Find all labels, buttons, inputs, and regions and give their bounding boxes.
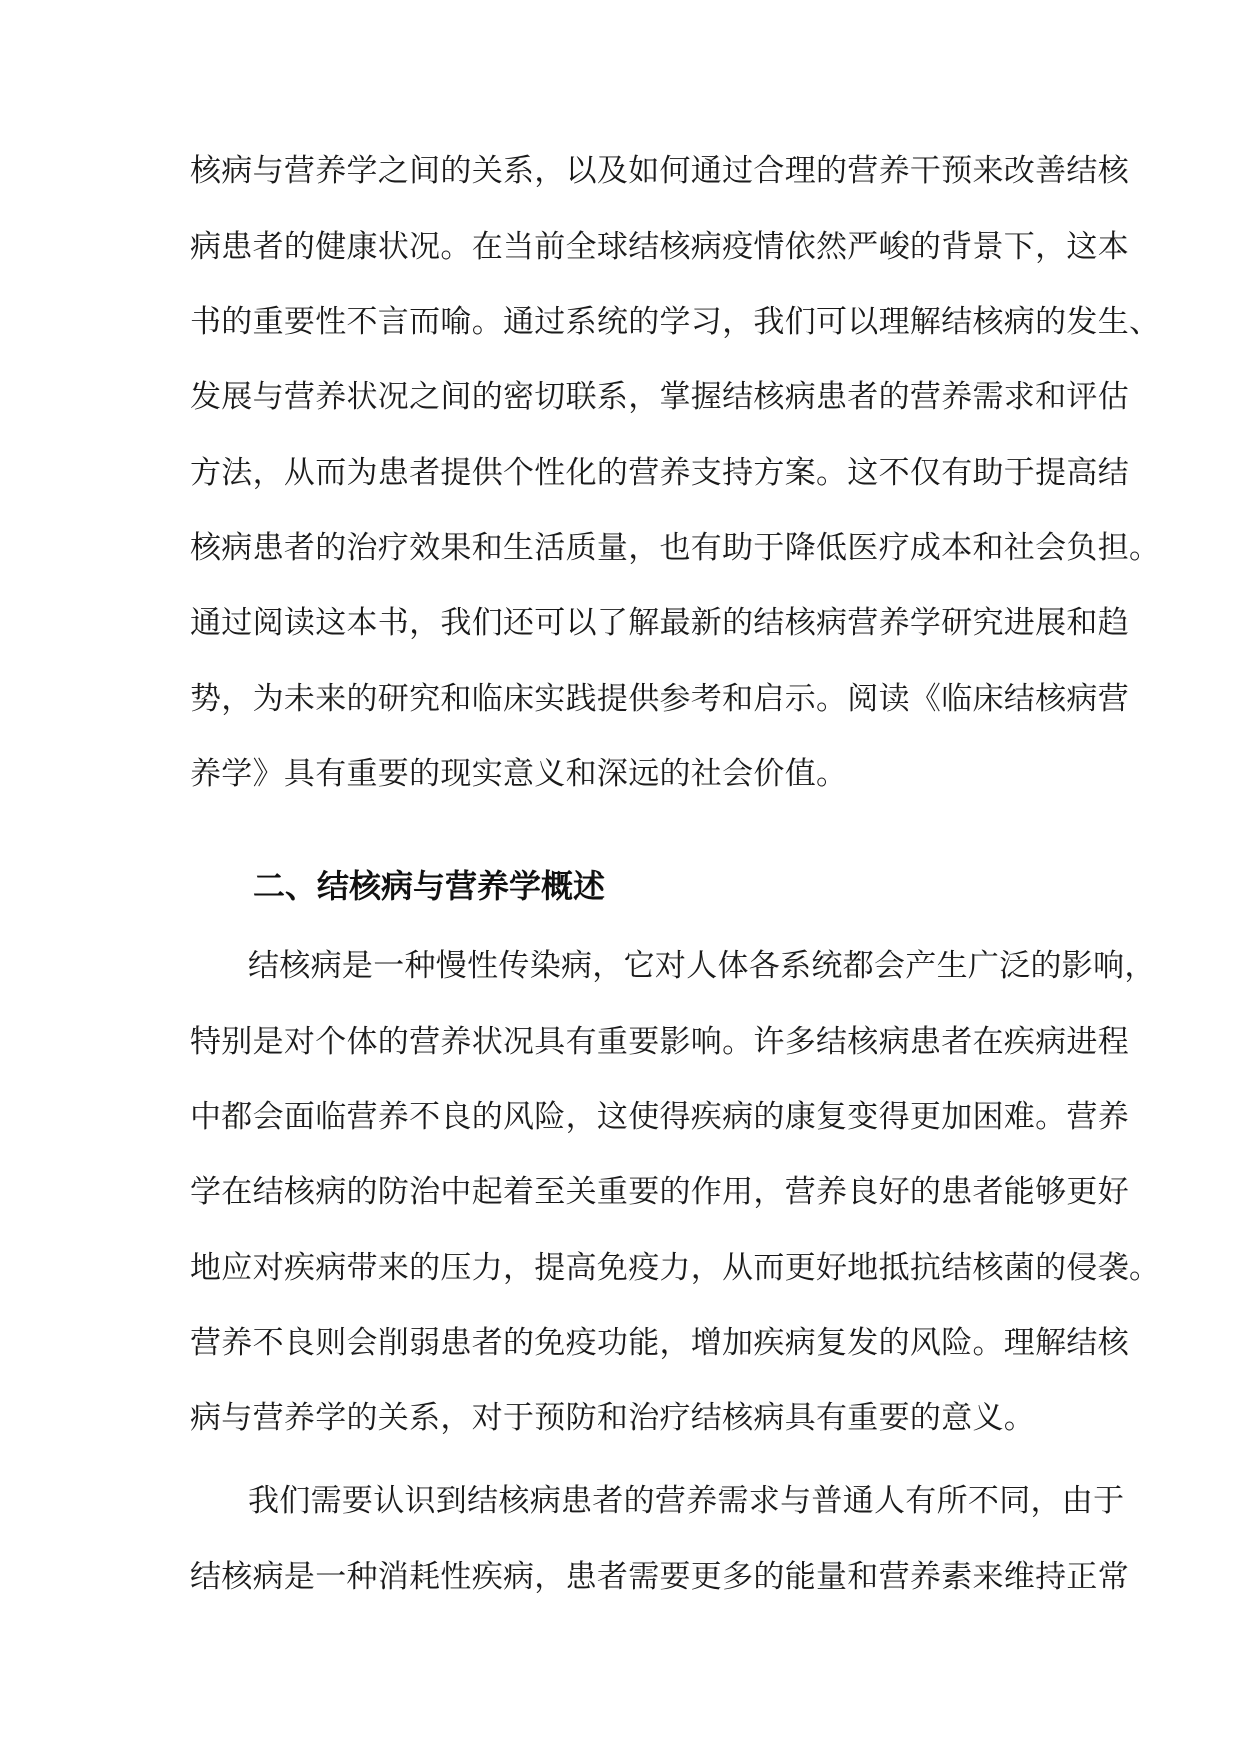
paragraph-line: 通过阅读这本书，我们还可以了解最新的结核病营养学研究进展和趋 — [190, 605, 1129, 641]
paragraph-line: 核病患者的治疗效果和生活质量，也有助于降低医疗成本和社会负担。 — [190, 530, 1161, 566]
paragraph-line: 病患者的健康状况。在当前全球结核病疫情依然严峻的背景下，这本 — [190, 229, 1129, 265]
paragraph-line: 结核病是一种消耗性疾病，患者需要更多的能量和营养素来维持正常 — [190, 1559, 1129, 1595]
paragraph-line: 养学》具有重要的现实意义和深远的社会价值。 — [190, 756, 848, 792]
paragraph-line: 书的重要性不言而喻。通过系统的学习，我们可以理解结核病的发生、 — [190, 304, 1161, 340]
paragraph-line: 势，为未来的研究和临床实践提供参考和启示。阅读《临床结核病营 — [190, 681, 1129, 717]
paragraph-line: 中都会面临营养不良的风险，这使得疾病的康复变得更加困难。营养 — [190, 1099, 1129, 1135]
paragraph-line: 结核病是一种慢性传染病，它对人体各系统都会产生广泛的影响， — [248, 948, 1156, 984]
paragraph-line: 特别是对个体的营养状况具有重要影响。许多结核病患者在疾病进程 — [190, 1024, 1129, 1060]
paragraph-line: 病与营养学的关系，对于预防和治疗结核病具有重要的意义。 — [190, 1400, 1036, 1436]
section-heading: 二、结核病与营养学概述 — [253, 867, 606, 905]
paragraph-line: 营养不良则会削弱患者的免疫功能，增加疾病复发的风险。理解结核 — [190, 1325, 1129, 1361]
paragraph-line: 核病与营养学之间的关系，以及如何通过合理的营养干预来改善结核 — [190, 153, 1129, 189]
paragraph-line: 学在结核病的防治中起着至关重要的作用，营养良好的患者能够更好 — [190, 1174, 1129, 1210]
paragraph-line: 发展与营养状况之间的密切联系，掌握结核病患者的营养需求和评估 — [190, 379, 1129, 415]
paragraph-line: 我们需要认识到结核病患者的营养需求与普通人有所不同，由于 — [248, 1483, 1125, 1519]
paragraph-line: 方法，从而为患者提供个性化的营养支持方案。这不仅有助于提高结 — [190, 455, 1129, 491]
paragraph-line: 地应对疾病带来的压力，提高免疫力，从而更好地抵抗结核菌的侵袭。 — [190, 1250, 1161, 1286]
